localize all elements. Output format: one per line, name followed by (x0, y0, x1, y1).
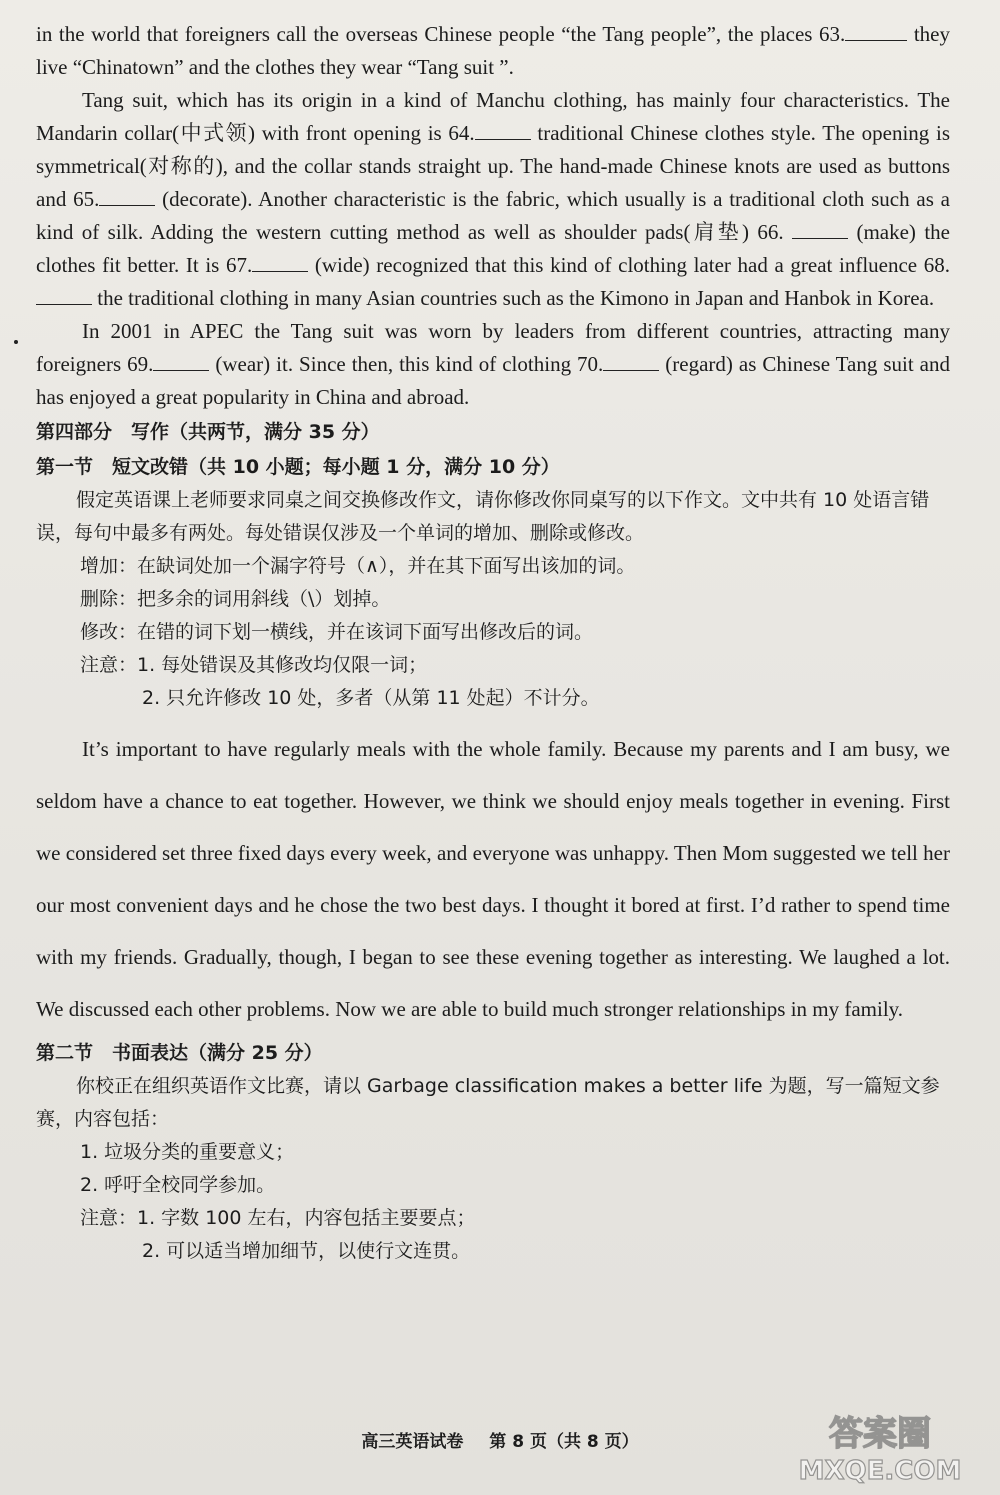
watermark-text-2: MXQE.COM (798, 1456, 962, 1486)
blank-67 (252, 270, 308, 272)
page-content (36, 18, 950, 1268)
blank-65 (99, 204, 155, 206)
section1-title: 第一节 短文改错（共 10 小题；每小题 1 分，满分 10 分） (36, 456, 560, 478)
passage-paragraph-3: In 2001 in APEC the Tang suit was worn by leaders from different countries, attracting many foreigners 69. (wear) it. Since then, this kind of clothing 70. (regard) as Chinese Tang suit and has enjoyed a great popularity in China and abroad. (36, 319, 950, 409)
rule-add: 增加：在缺词处加一个漏字符号（∧），并在其下面写出该加的词。 (80, 555, 636, 577)
blank-63 (845, 39, 907, 41)
margin-dot (14, 340, 18, 344)
part4-title: 第四部分 写作（共两节，满分 35 分） (36, 421, 380, 443)
footer-exam-name: 高三英语试卷 (361, 1432, 464, 1452)
blank-66 (792, 237, 848, 239)
section2-note-2: 2. 可以适当增加细节，以使行文连贯。 (142, 1240, 471, 1262)
passage-paragraph-2: Tang suit, which has its origin in a kind of Manchu clothing, has mainly four characteristics. The Mandarin collar(中式领) with front opening is 64. traditional Chinese clothes style. The opening is symmetrical(对称的), and the collar stands straight up. The hand-made Chinese knots are used as buttons and 65. (decorate). Another characteristic is the fabric, which usually is a traditional cloth such as a kind of silk. Adding the western cutting method as well as shoulder pads(肩垫) 66. (make) the clothes fit better. It is 67. (wide) recognized that this kind of clothing later had a great influence 68. the traditional clothing in many Asian countries such as the Kimono in Japan and Hanbok in Korea. (36, 88, 951, 310)
section2-item-2: 2. 呼吁全校同学参加。 (80, 1174, 276, 1196)
section1-note-2: 2. 只允许修改 10 处，多者（从第 11 处起）不计分。 (142, 687, 600, 709)
section1-note-1: 注意：1. 每处错误及其修改均仅限一词； (80, 654, 428, 676)
correction-essay: It’s important to have regularly meals with the whole family. Because my parents and I am busy, we seldom have a chance to eat together. However, we think we should enjoy meals together in evening. First we considered set three fixed days every week, and everyone was unhappy. Then Mom suggested we tell her our most convenient days and he chose the two best days. I thought it bored at first. I’d rather to spend time with my friends. Gradually, though, I began to see these evening together as interesting. We laughed a lot. We discussed each other problems. Now we are able to build much stronger relationships in my family. (36, 737, 950, 1021)
passage-paragraph-1: in the world that foreigners call the overseas Chinese people “the Tang people”, the places 63. they live “Chinatown” and the clothes they wear “Tang suit ”. (36, 22, 951, 79)
blank-64 (475, 138, 531, 140)
section2-item-1: 1. 垃圾分类的重要意义； (80, 1141, 295, 1163)
rule-modify: 修改：在错的词下划一横线，并在该词下面写出修改后的词。 (80, 621, 594, 643)
section2-intro: 你校正在组织英语作文比赛，请以 Garbage classification makes a better life 为题，写一篇短文参赛，内容包括： (36, 1075, 940, 1130)
blank-70 (603, 369, 659, 371)
watermark-logo (780, 1407, 980, 1487)
section1-intro: 假定英语课上老师要求同桌之间交换修改作文，请你修改你同桌写的以下作文。文中共有 10 处语言错误，每句中最多有两处。每处错误仅涉及一个单词的增加、删除或修改。 (36, 489, 930, 544)
blank-68 (36, 303, 92, 305)
watermark-text-1: 答案圈 (829, 1414, 931, 1454)
rule-delete: 删除：把多余的词用斜线（\）划掉。 (80, 588, 391, 610)
section2-title: 第二节 书面表达（满分 25 分） (36, 1042, 323, 1064)
footer-page-number: 第 8 页（共 8 页） (489, 1432, 639, 1452)
section2-note-1: 注意：1. 字数 100 左右，内容包括主要要点； (80, 1207, 476, 1229)
blank-69 (153, 369, 209, 371)
